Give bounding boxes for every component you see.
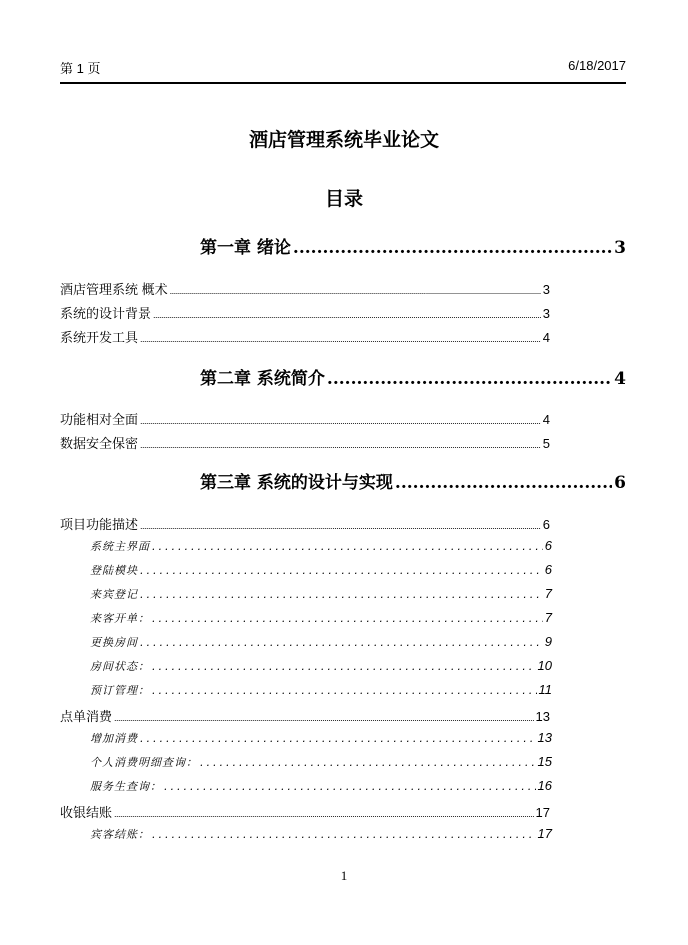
toc-subsection[interactable]	[90, 730, 552, 748]
toc-section[interactable]	[60, 802, 550, 820]
toc-page-number: 11	[538, 682, 552, 697]
dot-leader	[327, 369, 612, 389]
toc-page-number: 3	[614, 238, 626, 258]
toc-entry-label: 第一章 绪论	[200, 238, 291, 258]
toc-page-number: 6	[542, 517, 550, 532]
toc-entry-label: 宾客结账：	[90, 828, 150, 841]
toc-chapter-1[interactable]	[200, 233, 626, 257]
toc-entry-label: 更换房间	[90, 636, 138, 649]
dot-leader	[152, 660, 536, 673]
header-page-label: 第 1 页	[60, 61, 101, 76]
toc-subsection[interactable]	[90, 610, 552, 628]
toc-chapter-2[interactable]	[200, 364, 626, 388]
dot-leader	[140, 416, 541, 426]
toc-page-number: 7	[544, 586, 552, 601]
toc-section[interactable]	[60, 706, 550, 724]
toc-page-number: 13	[537, 730, 552, 745]
toc-page-number: 9	[544, 634, 552, 649]
dot-leader	[140, 732, 536, 745]
toc-entry-label: 预订管理：	[90, 684, 150, 697]
toc-page-number: 6	[614, 473, 626, 493]
toc-page-number: 5	[542, 436, 550, 451]
toc-entry-label: 数据安全保密	[60, 436, 139, 451]
toc-subsection[interactable]	[90, 658, 552, 676]
dot-leader	[152, 684, 537, 697]
dot-leader	[395, 473, 612, 493]
toc-chapter-3[interactable]	[200, 468, 626, 492]
dot-leader	[140, 440, 541, 450]
toc-subsection[interactable]	[90, 682, 552, 700]
toc-entry-label: 登陆模块	[90, 564, 138, 577]
toc-section[interactable]	[60, 327, 550, 345]
dot-leader	[140, 636, 543, 649]
toc-section[interactable]	[60, 409, 550, 427]
toc-entry-label: 来客开单：	[90, 612, 150, 625]
footer-page-number: 1	[340, 868, 348, 883]
dot-leader	[153, 310, 541, 320]
toc-page-number: 6	[544, 538, 552, 553]
header-date: 6/18/2017	[568, 58, 626, 73]
toc-subsection[interactable]	[90, 538, 552, 556]
toc-entry-label: 房间状态：	[90, 660, 150, 673]
dot-leader	[152, 828, 536, 841]
toc-page-number: 16	[537, 778, 552, 793]
toc-subsection[interactable]	[90, 586, 552, 604]
toc-entry-label: 第二章 系统简介	[200, 369, 325, 389]
toc-heading: 目录	[324, 188, 363, 210]
toc-entry-label: 第三章 系统的设计与实现	[200, 473, 393, 493]
toc-page-number: 7	[544, 610, 552, 625]
dot-leader	[293, 238, 612, 258]
toc-page-number: 13	[535, 709, 550, 724]
toc-entry-label: 功能相对全面	[60, 412, 139, 427]
toc-page-number: 10	[537, 658, 552, 673]
toc-section[interactable]	[60, 433, 550, 451]
toc-section[interactable]	[60, 514, 550, 532]
toc-entry-label: 服务生查询：	[90, 780, 162, 793]
toc-subsection[interactable]	[90, 754, 552, 772]
toc-page-number: 4	[614, 369, 626, 389]
toc-page-number: 17	[537, 826, 552, 841]
toc-entry-label: 个人消费明细查询：	[90, 756, 198, 769]
toc-page-number: 6	[544, 562, 552, 577]
toc-page-number: 3	[542, 306, 550, 321]
toc-subsection[interactable]	[90, 778, 552, 796]
toc-entry-label: 收银结账	[60, 805, 113, 820]
dot-leader	[152, 612, 543, 625]
toc-entry-label: 系统主界面	[90, 540, 150, 553]
dot-leader	[200, 756, 536, 769]
toc-page-number: 15	[537, 754, 552, 769]
toc-subsection[interactable]	[90, 634, 552, 652]
dot-leader	[140, 334, 541, 344]
toc-section[interactable]	[60, 303, 550, 321]
dot-leader	[140, 564, 543, 577]
toc-entry-label: 项目功能描述	[60, 517, 139, 532]
toc-page-number: 17	[535, 805, 550, 820]
toc-entry-label: 系统开发工具	[60, 330, 139, 345]
toc-subsection[interactable]	[90, 562, 552, 580]
dot-leader	[140, 588, 543, 601]
dot-leader	[164, 780, 536, 793]
toc-page-number: 4	[542, 330, 550, 345]
toc-entry-label: 酒店管理系统 概术	[60, 282, 168, 297]
dot-leader	[114, 809, 534, 819]
toc-page-number: 3	[542, 282, 550, 297]
toc-page-number: 4	[542, 412, 550, 427]
dot-leader	[152, 540, 543, 553]
toc-entry-label: 增加消费	[90, 732, 138, 745]
dot-leader	[170, 286, 541, 296]
toc-entry-label: 来宾登记	[90, 588, 138, 601]
dot-leader	[114, 713, 534, 723]
dot-leader	[140, 521, 541, 531]
toc-subsection[interactable]	[90, 826, 552, 844]
toc-entry-label: 点单消费	[60, 709, 113, 724]
toc-entry-label: 系统的设计背景	[60, 306, 152, 321]
toc-section[interactable]	[60, 279, 550, 297]
document-title: 酒店管理系统毕业论文	[248, 129, 439, 151]
